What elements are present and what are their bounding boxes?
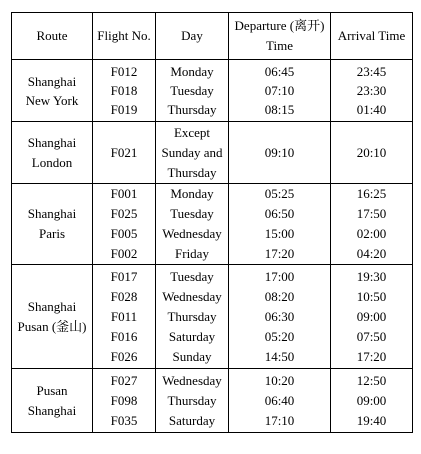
arrival-cell [331, 60, 413, 122]
departure-time: 15:00 [264, 226, 295, 241]
day: Tuesday [170, 206, 214, 221]
arrival-cell [331, 122, 413, 184]
departure-time: 05:20 [264, 328, 295, 344]
flight-no: F026 [110, 348, 138, 364]
header-departure-time: Departure (离开) Time [229, 13, 331, 60]
header-flight-no: Flight No. [93, 13, 156, 60]
day: Wednesday [162, 226, 222, 241]
flight-no: F018 [110, 83, 138, 98]
route-group-row [12, 369, 413, 433]
flight-no: F025 [110, 206, 138, 221]
flight-no: F017 [110, 268, 138, 284]
departure-time: 14:50 [264, 348, 295, 364]
flight-no: F005 [110, 226, 138, 241]
route-group-row [12, 265, 413, 369]
departure-time: 05:25 [264, 186, 295, 201]
arrival-time: 19:30 [356, 268, 387, 284]
day: Sunday [172, 348, 212, 364]
flight-no-cell [93, 60, 156, 122]
arrival-time: 17:50 [356, 206, 387, 221]
route-line: Pusan (釜山) [17, 318, 87, 334]
departure-time: 06:30 [264, 308, 295, 324]
day: Thursday [167, 102, 217, 117]
day: Thursday [167, 308, 217, 324]
departure-time: 17:00 [264, 268, 295, 284]
day-cell [156, 369, 229, 433]
flight-no-cell [93, 265, 156, 369]
departure-cell [229, 184, 331, 265]
route-line: Paris [39, 226, 65, 241]
departure-cell [229, 265, 331, 369]
flight-no: F035 [110, 412, 138, 428]
flight-no: F027 [110, 372, 138, 388]
day-cell [156, 265, 229, 369]
day: Thursday [167, 164, 217, 180]
departure-time: 17:10 [264, 412, 295, 428]
day-cell [156, 122, 229, 184]
day-cell [156, 60, 229, 122]
flight-no: F019 [110, 102, 138, 117]
flight-no: F016 [110, 328, 138, 344]
schedule-body [12, 60, 413, 433]
day: Saturday [168, 412, 216, 428]
day: Thursday [167, 392, 217, 408]
departure-time: 06:45 [264, 64, 295, 79]
flight-no: F011 [110, 308, 138, 324]
day: Saturday [168, 328, 216, 344]
arrival-time: 10:50 [356, 288, 387, 304]
arrival-cell [331, 265, 413, 369]
flight-no: F028 [110, 288, 138, 304]
arrival-time: 01:40 [356, 102, 387, 117]
route-line: New York [25, 92, 79, 108]
arrival-cell [331, 369, 413, 433]
arrival-time: 17:20 [356, 348, 387, 364]
departure-time: 09:10 [264, 144, 295, 160]
day: Except [173, 124, 211, 140]
flight-no: F098 [110, 392, 138, 408]
departure-time: 08:15 [264, 102, 295, 117]
arrival-time: 09:00 [356, 308, 387, 324]
route-line: Shanghai [27, 206, 77, 221]
departure-time: 06:50 [264, 206, 295, 221]
header-arrival-time: Arrival Time [331, 13, 413, 60]
day: Wednesday [162, 288, 222, 304]
route-cell [12, 60, 93, 122]
departure-time: 08:20 [264, 288, 295, 304]
arrival-time: 23:30 [356, 83, 387, 98]
day: Sunday and [161, 144, 223, 160]
arrival-cell [331, 184, 413, 265]
arrival-time: 09:00 [356, 392, 387, 408]
departure-cell [229, 369, 331, 433]
day: Monday [170, 64, 214, 79]
route-cell [12, 184, 93, 265]
flight-schedule-table [11, 12, 413, 433]
departure-cell [229, 60, 331, 122]
departure-time: 10:20 [264, 372, 295, 388]
day-cell [156, 184, 229, 265]
route-line: Shanghai [27, 134, 77, 150]
route-group-row [12, 184, 413, 265]
header-row [12, 13, 413, 60]
arrival-time: 16:25 [356, 186, 387, 201]
arrival-time: 19:40 [356, 412, 387, 428]
flight-no-cell [93, 369, 156, 433]
flight-no-cell [93, 122, 156, 184]
flight-no-cell [93, 184, 156, 265]
departure-time: 07:10 [264, 83, 295, 98]
route-group-row [12, 122, 413, 184]
route-cell [12, 265, 93, 369]
route-cell [12, 122, 93, 184]
day: Monday [170, 186, 214, 201]
arrival-time: 02:00 [356, 226, 387, 241]
arrival-time: 12:50 [356, 372, 387, 388]
departure-time: 17:20 [264, 246, 295, 261]
arrival-time: 23:45 [356, 64, 387, 79]
route-cell [12, 369, 93, 433]
flight-no: F002 [110, 246, 138, 261]
arrival-time: 04:20 [356, 246, 387, 261]
route-line: Shanghai [27, 298, 77, 314]
departure-time: 06:40 [264, 392, 295, 408]
day: Tuesday [170, 83, 214, 98]
route-line: London [31, 154, 73, 170]
flight-no: F001 [110, 186, 138, 201]
route-line: Shanghai [27, 73, 77, 89]
route-line: Shanghai [27, 402, 77, 418]
day: Wednesday [162, 372, 222, 388]
flight-no: F012 [110, 64, 138, 79]
day: Tuesday [170, 268, 214, 284]
header-day: Day [156, 13, 229, 60]
route-line: Pusan [36, 382, 68, 398]
flight-no: F021 [110, 144, 138, 160]
arrival-time: 20:10 [356, 144, 387, 160]
route-group-row [12, 60, 413, 122]
day: Friday [175, 246, 209, 261]
departure-cell [229, 122, 331, 184]
arrival-time: 07:50 [356, 328, 387, 344]
header-route: Route [12, 13, 93, 60]
